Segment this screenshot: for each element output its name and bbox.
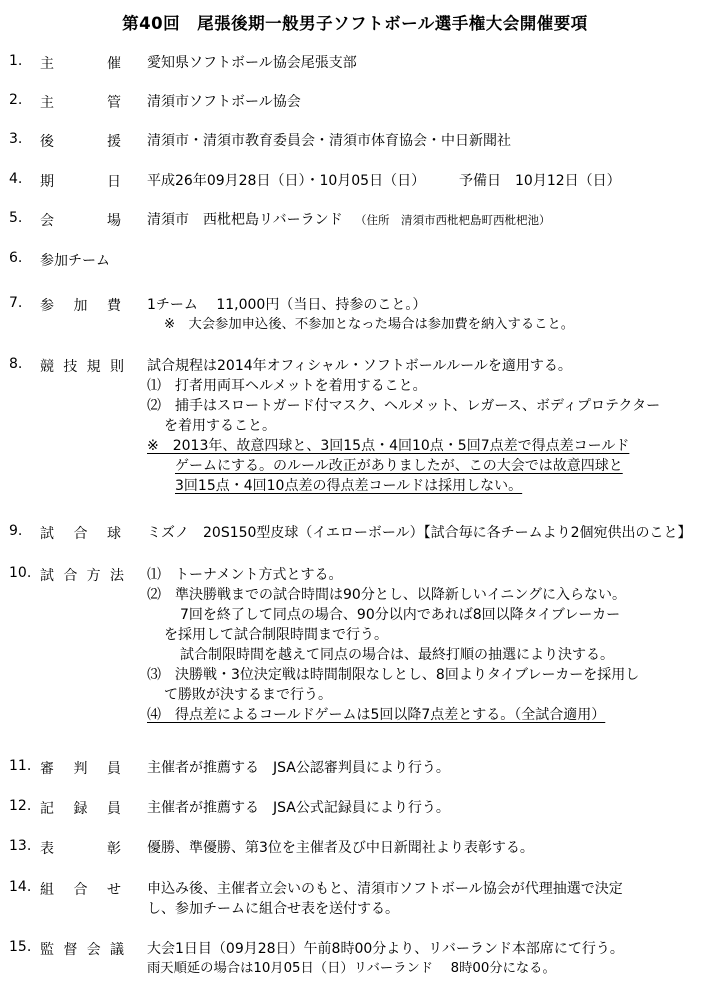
item-label: 参 加 費 bbox=[40, 298, 121, 314]
item-label: 主 管 bbox=[40, 95, 121, 111]
item-label: 会 場 bbox=[40, 213, 121, 229]
item-number: 5. bbox=[9, 210, 23, 226]
rule-line: 試合規程は2014年オフィシャル・ソフトボールルールを適用する。 bbox=[147, 358, 572, 374]
venue-address: （住所 清須市西枇杷島町西枇杷池） bbox=[355, 213, 551, 227]
format-line: 試合制限時間を越えて同点の場合は、最終打順の抽選により決する。 bbox=[180, 647, 614, 663]
item-label: 競 技 規 則 bbox=[40, 359, 124, 375]
format-line: ⑴ トーナメント方式とする。 bbox=[147, 567, 343, 583]
item-label: 監 督 会 議 bbox=[40, 942, 124, 958]
item-label: 参加チーム bbox=[40, 253, 110, 269]
format-line: ⑶ 決勝戦・3位決定戦は時間制限なしとし、8回よりタイブレーカーを採用し bbox=[147, 667, 640, 683]
meeting-line: 大会1日目（09月28日）午前8時00分より、リバーランド本部席にて行う。 bbox=[147, 941, 624, 957]
item-number: 14. bbox=[9, 879, 32, 895]
bracket-line: し、参加チームに組合せ表を送付する。 bbox=[147, 901, 399, 917]
item-number: 1. bbox=[9, 53, 23, 69]
rule-line: ⑵ 捕手はスロートガード付マスク、ヘルメット、レガース、ボディプロテクター bbox=[147, 398, 661, 414]
format-line: を採用して試合制限時間まで行う。 bbox=[164, 627, 388, 643]
item-text: 1チーム 11,000円（当日、持参のこと。） bbox=[147, 297, 427, 313]
item-text: 平成26年09月28日（日）・10月05日（日） bbox=[147, 173, 426, 189]
item-number: 8. bbox=[9, 356, 23, 372]
item-text: 主催者が推薦する JSA公式記録員により行う。 bbox=[147, 800, 450, 816]
item-number: 15. bbox=[9, 939, 32, 955]
format-line: ⑵ 準決勝戦までの試合時間は90分とし、以降新しいイニングに入らない。 bbox=[147, 587, 626, 603]
rule-note-line: ※ 2013年、故意四球と、3回15点・4回10点・5回7点差で得点差コールド bbox=[147, 438, 630, 454]
item-number: 11. bbox=[9, 758, 32, 774]
item-text: 清須市・清須市教育委員会・清須市体育協会・中日新聞社 bbox=[147, 133, 511, 149]
format-line: て勝敗が決するまで行う。 bbox=[164, 687, 332, 703]
item-label: 記 録 員 bbox=[40, 801, 121, 817]
item-number: 3. bbox=[9, 131, 23, 147]
item-text: 優勝、準優勝、第3位を主催者及び中日新聞社より表彰する。 bbox=[147, 840, 534, 856]
item-text: 清須市 西枇杷島リバーランド bbox=[147, 212, 343, 228]
item-number: 4. bbox=[9, 171, 23, 187]
bracket-line: 申込み後、主催者立会いのもと、清須市ソフトボール協会が代理抽選で決定 bbox=[147, 881, 623, 897]
item-number: 9. bbox=[9, 523, 23, 539]
item-label: 主 催 bbox=[40, 56, 121, 72]
item-label: 後 援 bbox=[40, 134, 121, 150]
item-number: 12. bbox=[9, 798, 32, 814]
item-label: 試 合 球 bbox=[40, 526, 121, 542]
item-text: 主催者が推薦する JSA公認審判員により行う。 bbox=[147, 760, 450, 776]
item-label: 審 判 員 bbox=[40, 761, 121, 777]
item-number: 6. bbox=[9, 250, 23, 266]
item-label: 試 合 方 法 bbox=[40, 568, 124, 584]
item-label: 組 合 せ bbox=[40, 882, 121, 898]
format-line: ⑷ 得点差によるコールドゲームは5回以降7点差とする。（全試合適用） bbox=[147, 707, 606, 723]
item-text: 愛知県ソフトボール協会尾張支部 bbox=[147, 55, 357, 71]
item-number: 2. bbox=[9, 92, 23, 108]
item-number: 7. bbox=[9, 295, 23, 311]
item-number: 13. bbox=[9, 838, 32, 854]
rule-line: ⑴ 打者用両耳ヘルメットを着用すること。 bbox=[147, 378, 427, 394]
item-label: 表 彰 bbox=[40, 841, 121, 857]
rule-line: を着用すること。 bbox=[164, 418, 276, 434]
rule-note-line: 3回15点・4回10点差の得点差コールドは採用しない。 bbox=[175, 478, 523, 494]
meeting-line: 雨天順延の場合は10月05日（日）リバーランド 8時00分になる。 bbox=[147, 961, 556, 976]
item-number: 10. bbox=[9, 565, 32, 581]
item-text: 清須市ソフトボール協会 bbox=[147, 94, 301, 110]
item-text: ミズノ 20S150型皮球（イエローボール）【試合毎に各チームより2個宛供出のこと】 bbox=[147, 525, 692, 541]
rule-note-line: ゲームにする。のルール改正がありましたが、この大会では故意四球と bbox=[175, 458, 623, 474]
item-label: 期 日 bbox=[40, 174, 121, 190]
document-title: 第40回 尾張後期一般男子ソフトボール選手権大会開催要項 bbox=[122, 14, 588, 33]
reserve-date: 予備日 10月12日（日） bbox=[459, 173, 621, 189]
fee-note: ※ 大会参加申込後、不参加となった場合は参加費を納入すること。 bbox=[164, 317, 575, 332]
format-line: 7回を終了して同点の場合、90分以内であれば8回以降タイブレーカー bbox=[180, 607, 621, 623]
